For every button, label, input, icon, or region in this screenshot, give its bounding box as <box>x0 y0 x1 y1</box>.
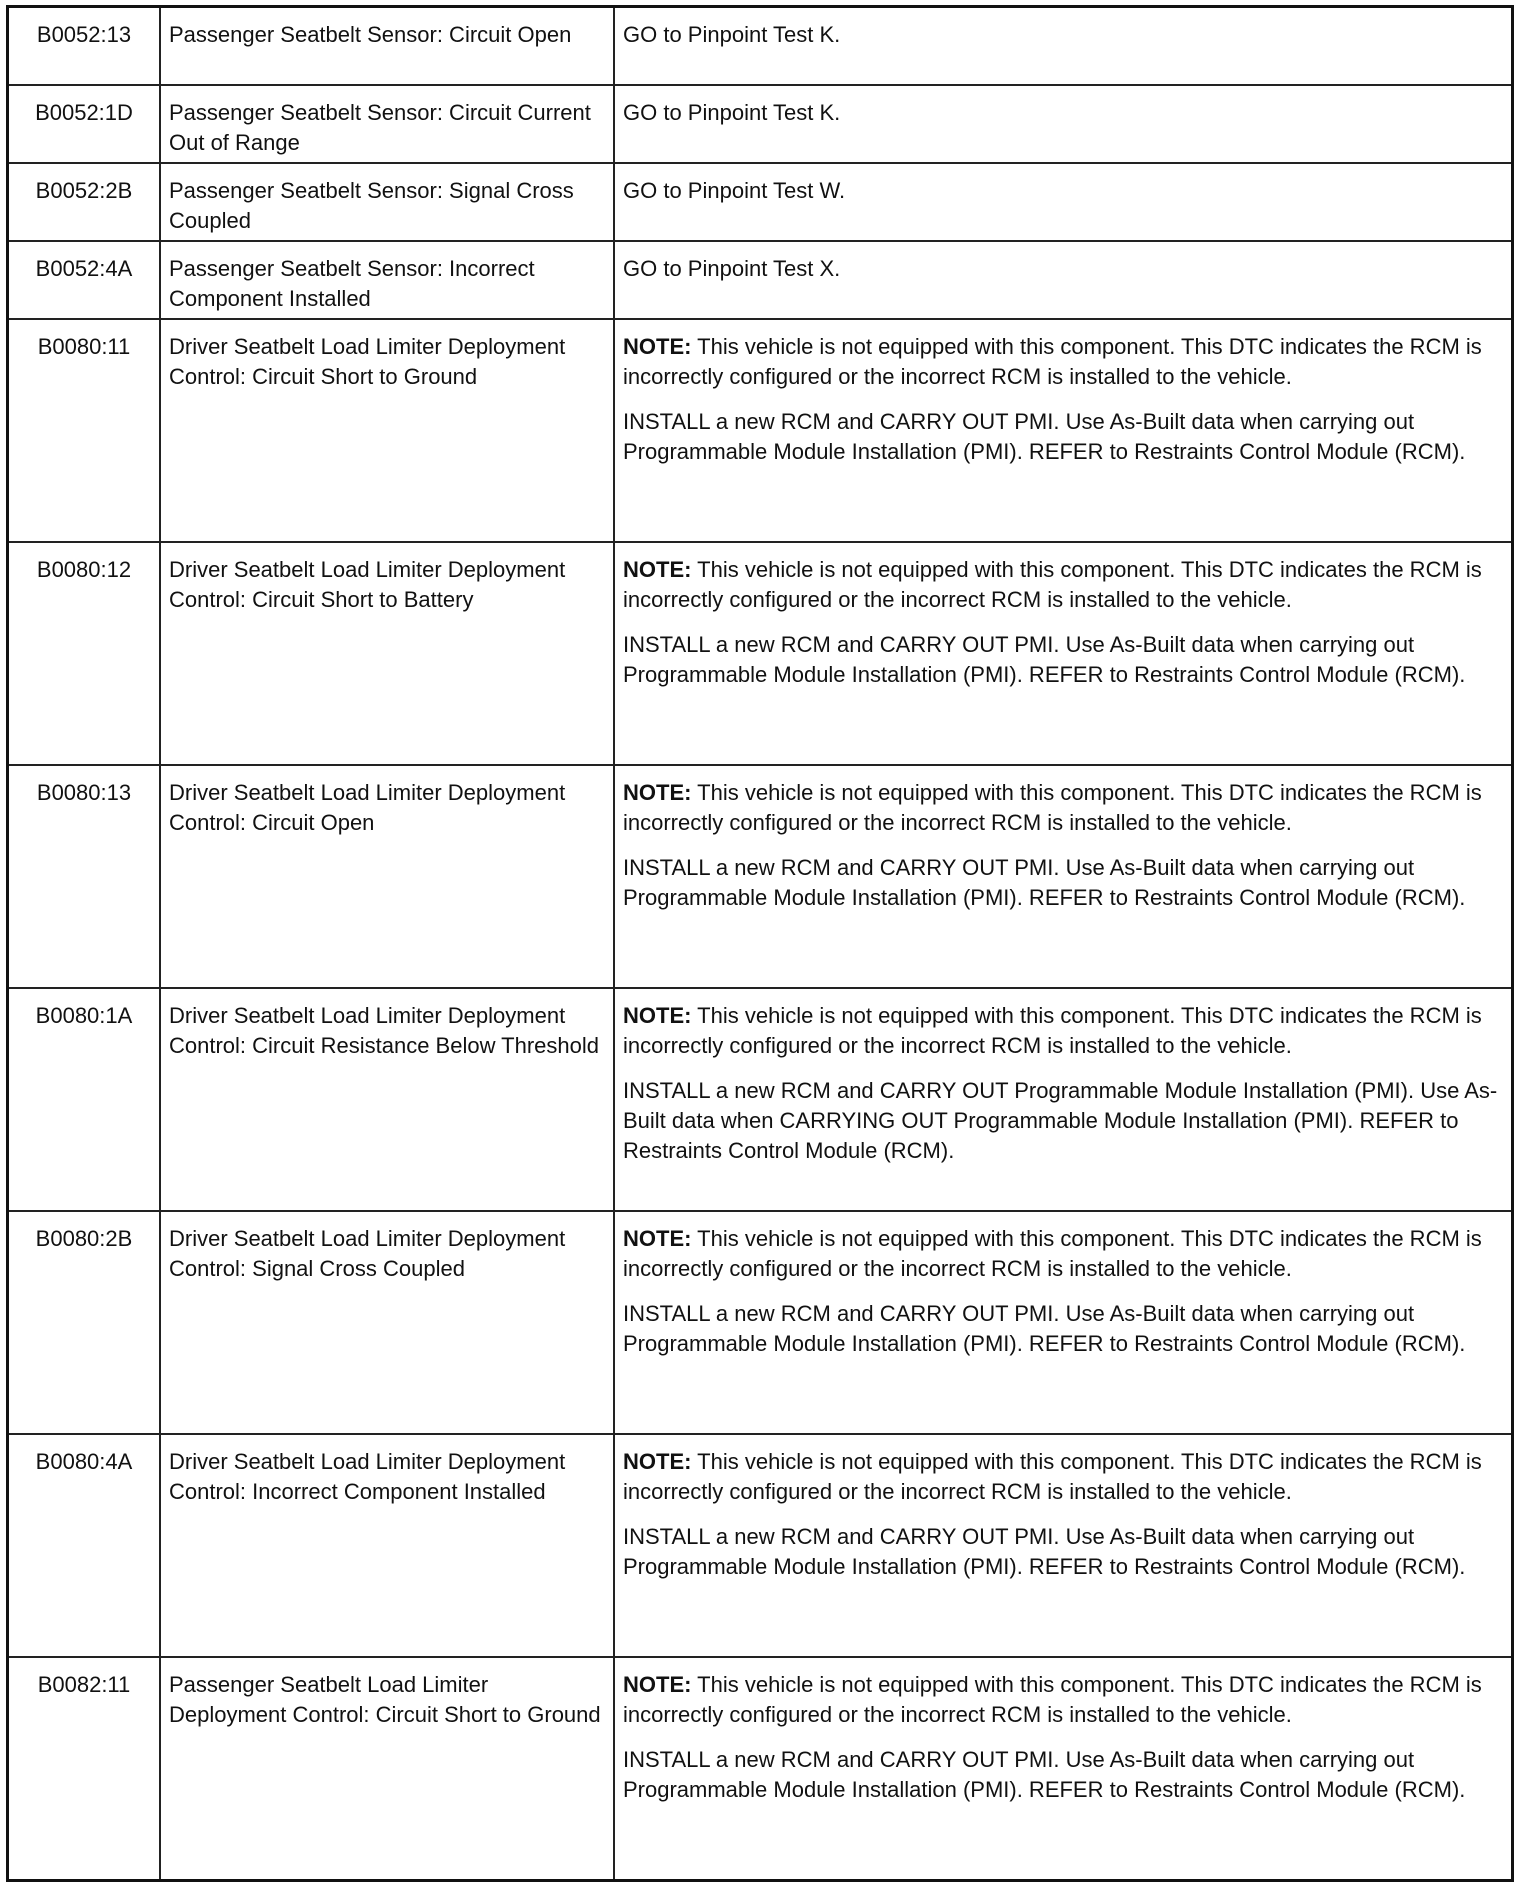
dtc-description: Passenger Seatbelt Sensor: Signal Cross Coupled <box>160 163 614 241</box>
dtc-action <box>614 241 1513 319</box>
action-text: GO to Pinpoint Test K. <box>623 22 841 47</box>
dtc-action <box>614 765 1513 988</box>
dtc-code: B0052:13 <box>8 7 161 86</box>
table-row <box>8 765 1513 988</box>
dtc-description: Driver Seatbelt Load Limiter Deployment Control: Incorrect Component Installed <box>160 1434 614 1657</box>
table-row <box>8 988 1513 1211</box>
dtc-description: Passenger Seatbelt Sensor: Circuit Open <box>160 7 614 86</box>
dtc-action <box>614 319 1513 542</box>
action-text: INSTALL a new RCM and CARRY OUT PMI. Use As-Built data when carrying out Programmable Module Installation (PMI). REFER to Restraints Control Module (RCM). <box>623 409 1466 464</box>
table-row <box>8 1434 1513 1657</box>
dtc-code: B0082:11 <box>8 1657 161 1881</box>
dtc-code: B0052:2B <box>8 163 161 241</box>
dtc-action <box>614 542 1513 765</box>
dtc-action <box>614 7 1513 86</box>
note-paragraph <box>623 1670 1503 1730</box>
dtc-code: B0080:13 <box>8 765 161 988</box>
dtc-description: Driver Seatbelt Load Limiter Deployment Control: Circuit Short to Battery <box>160 542 614 765</box>
dtc-description: Driver Seatbelt Load Limiter Deployment Control: Circuit Open <box>160 765 614 988</box>
action-text: GO to Pinpoint Test X. <box>623 256 841 281</box>
action-text: INSTALL a new RCM and CARRY OUT PMI. Use As-Built data when carrying out Programmable Module Installation (PMI). REFER to Restraints Control Module (RCM). <box>623 1524 1466 1579</box>
note-label: NOTE: <box>623 334 692 359</box>
action-text: INSTALL a new RCM and CARRY OUT PMI. Use As-Built data when carrying out Programmable Module Installation (PMI). REFER to Restraints Control Module (RCM). <box>623 632 1466 687</box>
dtc-action <box>614 163 1513 241</box>
dtc-action <box>614 85 1513 163</box>
table-row <box>8 319 1513 542</box>
dtc-description: Passenger Seatbelt Sensor: Circuit Current Out of Range <box>160 85 614 163</box>
note-text: This vehicle is not equipped with this component. This DTC indicates the RCM is incorrectly configured or the incorrect RCM is installed to the vehicle. <box>623 1226 1482 1281</box>
note-text: This vehicle is not equipped with this component. This DTC indicates the RCM is incorrectly configured or the incorrect RCM is installed to the vehicle. <box>623 557 1482 612</box>
dtc-action <box>614 988 1513 1211</box>
dtc-description: Driver Seatbelt Load Limiter Deployment Control: Circuit Short to Ground <box>160 319 614 542</box>
dtc-code: B0052:1D <box>8 85 161 163</box>
note-label: NOTE: <box>623 780 692 805</box>
note-paragraph <box>623 1001 1503 1061</box>
note-text: This vehicle is not equipped with this component. This DTC indicates the RCM is incorrectly configured or the incorrect RCM is installed to the vehicle. <box>623 334 1482 389</box>
table-row <box>8 1657 1513 1881</box>
note-label: NOTE: <box>623 1449 692 1474</box>
action-text: INSTALL a new RCM and CARRY OUT PMI. Use As-Built data when carrying out Programmable Module Installation (PMI). REFER to Restraints Control Module (RCM). <box>623 1747 1466 1802</box>
action-text: GO to Pinpoint Test W. <box>623 178 846 203</box>
dtc-description: Passenger Seatbelt Sensor: Incorrect Component Installed <box>160 241 614 319</box>
note-paragraph <box>623 1224 1503 1284</box>
dtc-table <box>6 5 1514 1882</box>
note-text: This vehicle is not equipped with this component. This DTC indicates the RCM is incorrectly configured or the incorrect RCM is installed to the vehicle. <box>623 1003 1482 1058</box>
table-row <box>8 241 1513 319</box>
note-text: This vehicle is not equipped with this component. This DTC indicates the RCM is incorrectly configured or the incorrect RCM is installed to the vehicle. <box>623 780 1482 835</box>
dtc-code: B0052:4A <box>8 241 161 319</box>
dtc-description: Driver Seatbelt Load Limiter Deployment Control: Signal Cross Coupled <box>160 1211 614 1434</box>
action-text: INSTALL a new RCM and CARRY OUT PMI. Use As-Built data when carrying out Programmable Module Installation (PMI). REFER to Restraints Control Module (RCM). <box>623 1301 1466 1356</box>
dtc-action <box>614 1657 1513 1881</box>
table-row <box>8 542 1513 765</box>
table-row <box>8 1211 1513 1434</box>
dtc-code: B0080:1A <box>8 988 161 1211</box>
table-row <box>8 163 1513 241</box>
note-paragraph <box>623 1447 1503 1507</box>
note-paragraph <box>623 555 1503 615</box>
dtc-code: B0080:2B <box>8 1211 161 1434</box>
dtc-code: B0080:11 <box>8 319 161 542</box>
dtc-description: Driver Seatbelt Load Limiter Deployment Control: Circuit Resistance Below Threshold <box>160 988 614 1211</box>
note-paragraph <box>623 332 1503 392</box>
action-text: GO to Pinpoint Test K. <box>623 100 841 125</box>
note-label: NOTE: <box>623 557 692 582</box>
dtc-code: B0080:4A <box>8 1434 161 1657</box>
note-text: This vehicle is not equipped with this component. This DTC indicates the RCM is incorrectly configured or the incorrect RCM is installed to the vehicle. <box>623 1672 1482 1727</box>
dtc-code: B0080:12 <box>8 542 161 765</box>
dtc-action <box>614 1434 1513 1657</box>
note-text: This vehicle is not equipped with this component. This DTC indicates the RCM is incorrectly configured or the incorrect RCM is installed to the vehicle. <box>623 1449 1482 1504</box>
table-row <box>8 7 1513 86</box>
table-row <box>8 85 1513 163</box>
action-text: INSTALL a new RCM and CARRY OUT Programmable Module Installation (PMI). Use As-Built data when CARRYING OUT Programmable Module Installation (PMI). REFER to Restraints Control Module (RCM). <box>623 1078 1498 1163</box>
dtc-description: Passenger Seatbelt Load Limiter Deployment Control: Circuit Short to Ground <box>160 1657 614 1881</box>
note-label: NOTE: <box>623 1003 692 1028</box>
dtc-action <box>614 1211 1513 1434</box>
action-text: INSTALL a new RCM and CARRY OUT PMI. Use As-Built data when carrying out Programmable Module Installation (PMI). REFER to Restraints Control Module (RCM). <box>623 855 1466 910</box>
note-paragraph <box>623 778 1503 838</box>
note-label: NOTE: <box>623 1672 692 1697</box>
note-label: NOTE: <box>623 1226 692 1251</box>
